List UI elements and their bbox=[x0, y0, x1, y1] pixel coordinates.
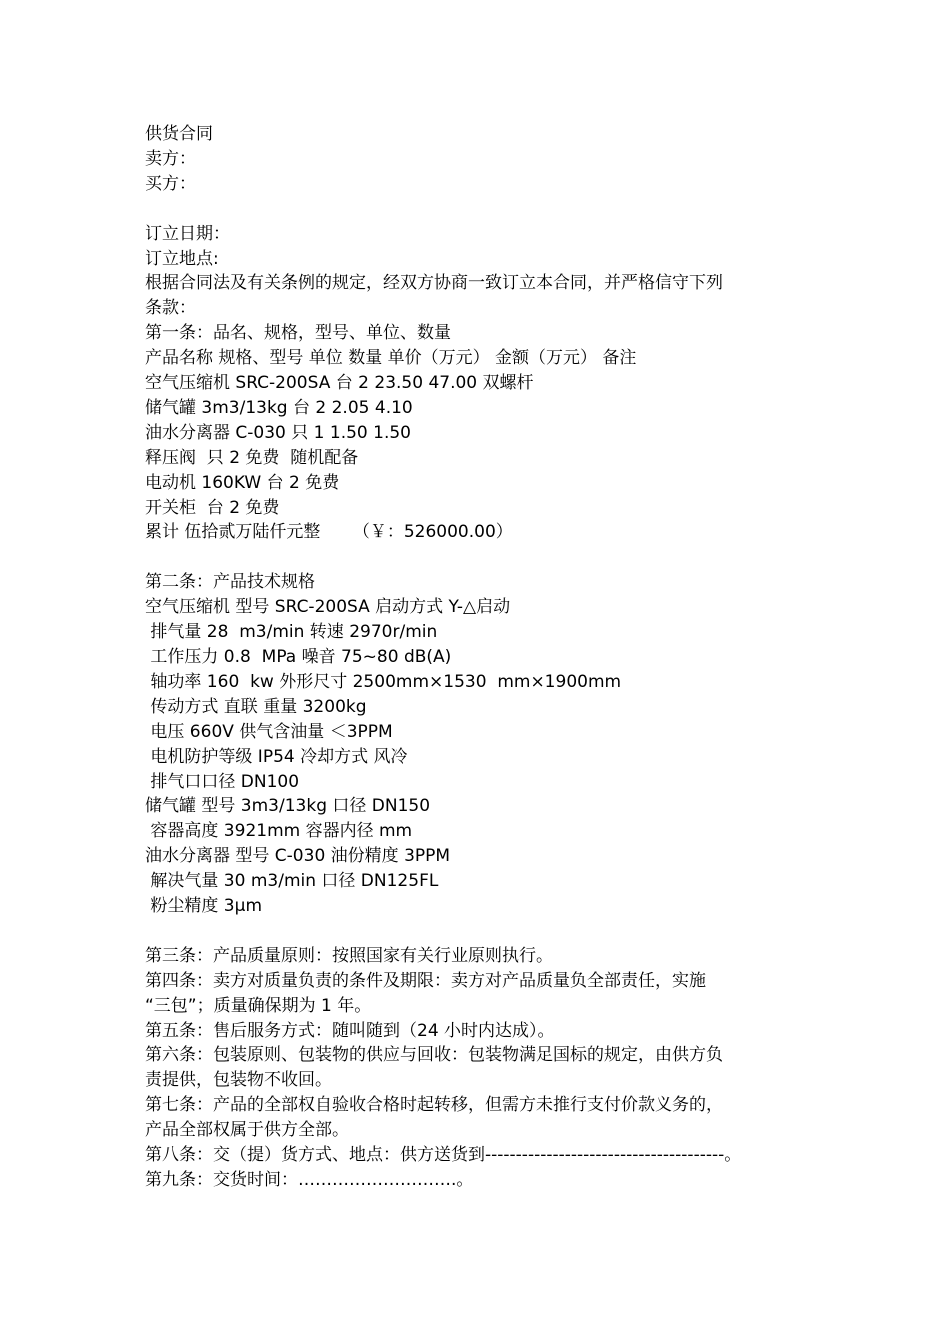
product-row: 开关柜 台 2 免费 bbox=[145, 497, 280, 518]
spec-line: 空气压缩机 型号 SRC-200SA 启动方式 Y-△启动 bbox=[145, 597, 511, 618]
article-2 bbox=[145, 570, 805, 919]
article-7: 第七条：产品的全部权自验收合格时起转移，但需方未推行支付价款义务的， bbox=[145, 1095, 723, 1116]
article-8: 第八条：交（提）货方式、地点：供方送货到---------------------------------------。 bbox=[145, 1145, 742, 1166]
article-9: 第九条：交货时间：……………………….。 bbox=[145, 1170, 474, 1191]
spec-line: 电压 660V 供气含油量 ＜3PPM bbox=[145, 721, 393, 742]
spec-line: 容器高度 3921mm 容器内径 mm bbox=[145, 821, 413, 842]
product-table-header: 产品名称 规格、型号 单位 数量 单价（万元） 金额（万元） 备注 bbox=[145, 348, 637, 369]
article-7-continued: 产品全部权属于供方全部。 bbox=[145, 1120, 349, 1141]
signing-place-field: 订立地点: bbox=[145, 248, 219, 269]
article-title: 第二条：产品技术规格 bbox=[145, 572, 315, 593]
product-row: 空气压缩机 SRC-200SA 台 2 23.50 47.00 双螺杆 bbox=[145, 373, 534, 394]
spec-line: 油水分离器 型号 C-030 油份精度 3PPM bbox=[145, 846, 451, 867]
article-6: 第六条：包装原则、包装物的供应与回收：包装物满足国标的规定，由供方负 bbox=[145, 1045, 723, 1066]
product-row: 储气罐 3m3/13kg 台 2 2.05 4.10 bbox=[145, 397, 413, 418]
spec-line: 排气口口径 DN100 bbox=[145, 771, 300, 792]
contract-header bbox=[145, 122, 805, 197]
spec-line: 储气罐 型号 3m3/13kg 口径 DN150 bbox=[145, 796, 431, 817]
article-4: 第四条：卖方对质量负责的条件及期限：卖方对产品质量负全部责任，实施 bbox=[145, 970, 706, 991]
spacer bbox=[145, 919, 805, 944]
article-6-continued: 责提供，包装物不收回。 bbox=[145, 1070, 332, 1091]
seller-field: 卖方： bbox=[145, 148, 196, 169]
spec-line: 轴功率 160 kw 外形尺寸 2500mm×1530 mm×1900mm bbox=[145, 671, 622, 692]
contract-title: 供货合同 bbox=[145, 124, 213, 144]
spacer bbox=[145, 197, 805, 222]
articles-3-to-9 bbox=[145, 944, 805, 1193]
spec-line: 工作压力 0.8 MPa 噪音 75~80 dB(A) bbox=[145, 647, 452, 667]
signing-date-field: 订立日期： bbox=[145, 223, 230, 244]
spec-line: 排气量 28 m3/min 转速 2970r/min bbox=[145, 622, 438, 643]
contract-meta bbox=[145, 222, 805, 322]
article-title: 第一条：品名、规格，型号、单位、数量 bbox=[145, 323, 451, 344]
preamble-line: 条款： bbox=[145, 298, 196, 319]
spec-line: 粉尘精度 3μm bbox=[145, 896, 262, 917]
product-row: 电动机 160KW 台 2 免费 bbox=[145, 472, 340, 493]
product-row: 释压阀 只 2 免费 随机配备 bbox=[145, 447, 359, 468]
article-5: 第五条：售后服务方式：随叫随到（24 小时内达成）。 bbox=[145, 1020, 555, 1041]
buyer-field: 买方： bbox=[145, 173, 196, 194]
product-total: 累计 伍拾贰万陆仟元整 （￥：526000.00） bbox=[145, 522, 513, 543]
preamble-line: 根据合同法及有关条例的规定，经双方协商一致订立本合同，并严格信守下列 bbox=[145, 273, 723, 294]
spec-line: 解决气量 30 m3/min 口径 DN125FL bbox=[145, 871, 439, 892]
spacer bbox=[145, 545, 805, 570]
article-3: 第三条：产品质量原则：按照国家有关行业原则执行。 bbox=[145, 945, 553, 966]
spec-line: 传动方式 直联 重量 3200kg bbox=[145, 696, 367, 717]
article-4-continued: “三包”；质量确保期为 1 年。 bbox=[145, 995, 372, 1016]
spec-line: 电机防护等级 IP54 冷却方式 风冷 bbox=[145, 746, 408, 767]
article-1 bbox=[145, 321, 805, 545]
product-row: 油水分离器 C-030 只 1 1.50 1.50 bbox=[145, 422, 411, 443]
contract-page bbox=[145, 122, 805, 1193]
